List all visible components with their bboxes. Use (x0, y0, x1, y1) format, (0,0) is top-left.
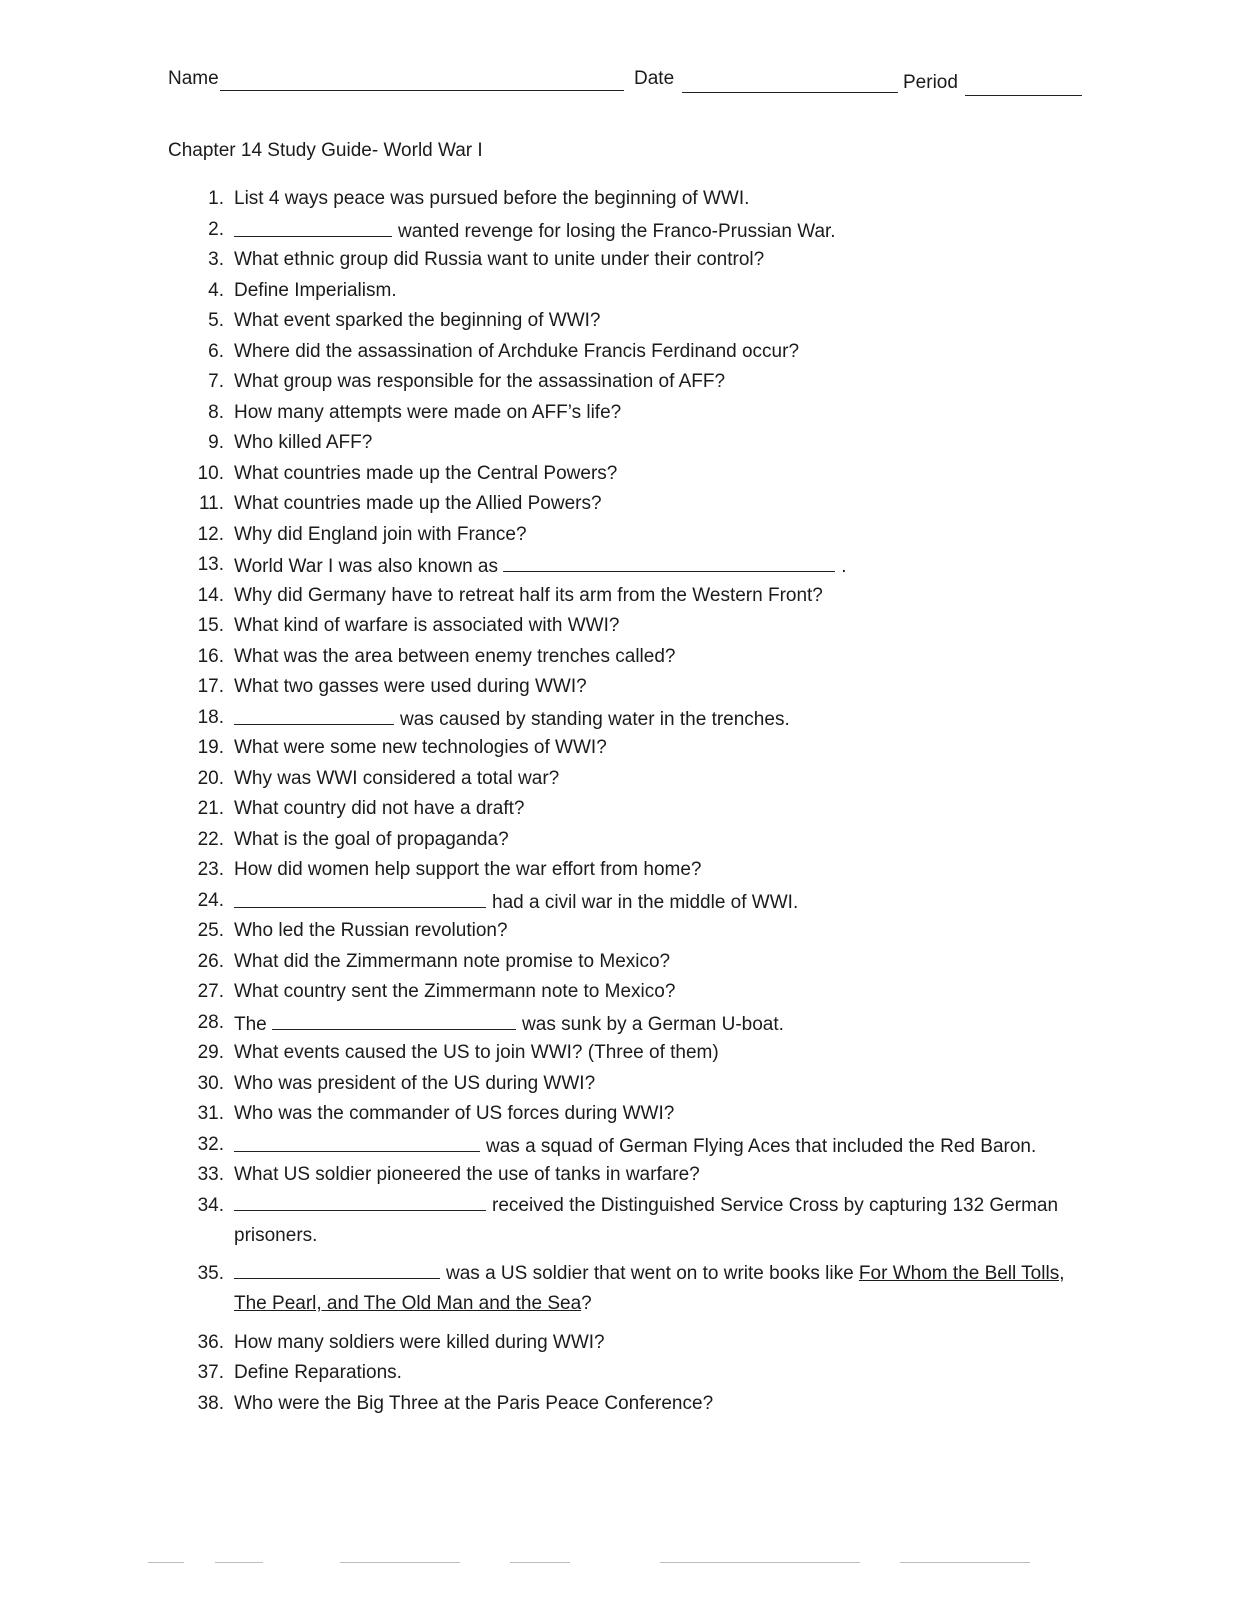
question-text: What were some new technologies of WWI? (234, 737, 607, 758)
question-number: 3. (208, 249, 224, 270)
question-text: How many attempts were made on AFF’s life? (234, 401, 622, 423)
question-text: What two gasses were used during WWI? (234, 676, 587, 697)
question-item (190, 951, 1090, 973)
question-text: Who killed AFF? (234, 432, 373, 453)
question-item (190, 1042, 1090, 1064)
question-item (190, 341, 1090, 363)
question-item (190, 1073, 1090, 1095)
question-text: List 4 ways peace was pursued before the beginning of WWI. (234, 188, 750, 209)
question-item (190, 615, 1090, 637)
scan-edge-line (340, 1562, 460, 1563)
question-text: What US soldier pioneered the use of tanks in warfare? (234, 1164, 700, 1185)
question-number: 11. (198, 493, 224, 514)
question-text-after: received the Distinguished Service Cross by capturing 132 German prisoners. (234, 1194, 1059, 1246)
question-text: What countries made up the Central Powers? (234, 462, 618, 484)
name-label: Name (168, 68, 219, 89)
question-text-after: . (841, 556, 847, 577)
question-text: How many soldiers were killed during WWI? (234, 1331, 605, 1353)
answer-blank[interactable] (234, 890, 486, 908)
question-number: 9. (208, 432, 224, 453)
question-number: 37. (197, 1362, 224, 1383)
question-item (190, 249, 1090, 271)
question-item (190, 707, 1090, 729)
question-number: 25. (197, 920, 224, 941)
question-item (190, 371, 1090, 393)
answer-blank[interactable] (272, 1012, 516, 1030)
question-text: Why did Germany have to retreat half its arm from the Western Front? (234, 584, 823, 606)
question-number: 10. (197, 462, 224, 484)
question-number: 6. (208, 340, 224, 362)
scan-edge-line (215, 1562, 263, 1563)
question-item (190, 1263, 1090, 1323)
question-text: What was the area between enemy trenches called? (234, 645, 676, 667)
question-text (234, 1191, 1079, 1251)
question-text: What is the goal of propaganda? (234, 828, 509, 850)
question-item (190, 554, 1090, 576)
scan-edge-line (510, 1562, 570, 1563)
question-text (234, 890, 1079, 914)
date-label: Date (634, 68, 675, 89)
question-item (190, 219, 1090, 241)
question-text-after: was a squad of German Flying Aces that included the Red Baron. (486, 1135, 1037, 1157)
question-number: 17. (197, 676, 224, 697)
period-label: Period (903, 72, 958, 93)
question-text: What did the Zimmermann note promise to Mexico? (234, 950, 671, 972)
question-text: Define Reparations. (234, 1362, 402, 1383)
scan-edge-line (660, 1562, 860, 1563)
question-item (190, 829, 1090, 851)
question-number: 8. (208, 401, 224, 423)
answer-blank[interactable] (234, 219, 392, 237)
question-text (234, 1012, 1079, 1036)
question-number: 5. (208, 310, 224, 331)
question-text-before: World War I was also known as (234, 556, 498, 577)
question-number: 29. (197, 1042, 224, 1063)
question-number: 14. (197, 584, 224, 606)
question-number: 16. (197, 645, 224, 667)
question-item (190, 432, 1090, 454)
question-number: 28. (197, 1011, 224, 1033)
question-item (190, 859, 1090, 881)
book-titles: For Whom the Bell Tolls, The Pearl, and The Old Man and the Sea (234, 1263, 1065, 1314)
question-item (190, 1012, 1090, 1034)
scan-edge-line (148, 1562, 184, 1563)
question-number: 13. (197, 554, 224, 575)
question-item (190, 737, 1090, 759)
question-text (234, 219, 1079, 243)
question-number: 12. (197, 523, 224, 545)
question-item (190, 402, 1090, 424)
name-blank[interactable] (220, 72, 624, 91)
question-number: 31. (197, 1103, 224, 1124)
question-text-after: had a civil war in the middle of WWI. (492, 891, 799, 913)
question-number: 18. (197, 706, 224, 728)
question-text: What countries made up the Allied Powers? (234, 493, 602, 514)
question-text-after: was caused by standing water in the trenches. (400, 708, 790, 730)
answer-blank[interactable] (234, 1261, 440, 1279)
question-text: Why did England join with France? (234, 523, 527, 545)
question-item (190, 585, 1090, 607)
question-number: 21. (197, 798, 224, 819)
question-item (190, 1164, 1090, 1186)
question-text: What events caused the US to join WWI? (Three of them) (234, 1042, 719, 1063)
answer-blank[interactable] (234, 1193, 486, 1211)
question-item (190, 1134, 1090, 1156)
question-item (190, 798, 1090, 820)
question-text-after: was sunk by a German U-boat. (522, 1013, 784, 1035)
question-list (190, 188, 1090, 1423)
question-text: What event sparked the beginning of WWI? (234, 310, 601, 331)
question-number: 32. (197, 1133, 224, 1155)
date-blank[interactable] (682, 74, 898, 93)
question-text: What group was responsible for the assassination of AFF? (234, 371, 726, 392)
question-end-mark: ? (581, 1293, 592, 1314)
question-text-after: wanted revenge for losing the Franco-Prussian War. (398, 220, 836, 242)
question-number: 1. (208, 188, 224, 209)
question-item (190, 463, 1090, 485)
question-text: Who led the Russian revolution? (234, 920, 508, 941)
question-number: 33. (197, 1164, 224, 1185)
question-text: Define Imperialism. (234, 279, 397, 301)
question-text: Where did the assassination of Archduke Francis Ferdinand occur? (234, 340, 800, 362)
question-item (190, 676, 1090, 698)
header-fields (168, 68, 1088, 100)
question-number: 23. (197, 859, 224, 880)
question-text (234, 554, 1079, 578)
question-number: 38. (197, 1392, 224, 1414)
question-item (190, 1332, 1090, 1354)
question-text: Why was WWI considered a total war? (234, 767, 560, 789)
answer-blank[interactable] (234, 707, 394, 725)
question-text: How did women help support the war effort from home? (234, 859, 702, 880)
question-number: 15. (197, 615, 224, 636)
question-text: What kind of warfare is associated with WWI? (234, 615, 620, 636)
question-text: What country sent the Zimmermann note to Mexico? (234, 981, 676, 1002)
question-number: 2. (208, 218, 224, 240)
question-item (190, 310, 1090, 332)
question-item (190, 280, 1090, 302)
question-number: 7. (208, 371, 224, 392)
question-number: 27. (197, 981, 224, 1002)
question-number: 26. (197, 950, 224, 972)
question-item (190, 1195, 1090, 1255)
question-text-after: was a US soldier that went on to write books like (446, 1263, 854, 1284)
period-blank[interactable] (965, 77, 1082, 96)
question-number: 35. (197, 1263, 224, 1284)
question-text: Who were the Big Three at the Paris Peace Conference? (234, 1392, 714, 1414)
question-number: 24. (197, 889, 224, 911)
question-item (190, 890, 1090, 912)
answer-blank[interactable] (503, 554, 835, 572)
question-item (190, 981, 1090, 1003)
question-number: 22. (197, 828, 224, 850)
page-title: Chapter 14 Study Guide- World War I (168, 140, 483, 161)
question-item (190, 1103, 1090, 1125)
question-number: 36. (197, 1331, 224, 1353)
question-text (234, 707, 1079, 731)
answer-blank[interactable] (234, 1134, 480, 1152)
question-item (190, 188, 1090, 210)
question-item (190, 646, 1090, 668)
question-item (190, 1362, 1090, 1384)
question-item (190, 920, 1090, 942)
question-text (234, 1134, 1079, 1158)
question-number: 19. (197, 737, 224, 758)
question-number: 30. (197, 1072, 224, 1094)
question-text: Who was the commander of US forces during WWI? (234, 1103, 675, 1124)
question-item (190, 524, 1090, 546)
question-item (190, 493, 1090, 515)
question-text: Who was president of the US during WWI? (234, 1072, 596, 1094)
question-text-before: The (234, 1013, 267, 1035)
question-text: What country did not have a draft? (234, 798, 525, 819)
question-text: What ethnic group did Russia want to unite under their control? (234, 249, 765, 270)
question-number: 20. (197, 767, 224, 789)
question-item (190, 768, 1090, 790)
scan-edge-line (900, 1562, 1030, 1563)
question-item (190, 1393, 1090, 1415)
question-text (234, 1259, 1079, 1319)
question-number: 34. (197, 1194, 224, 1216)
question-number: 4. (208, 279, 224, 301)
